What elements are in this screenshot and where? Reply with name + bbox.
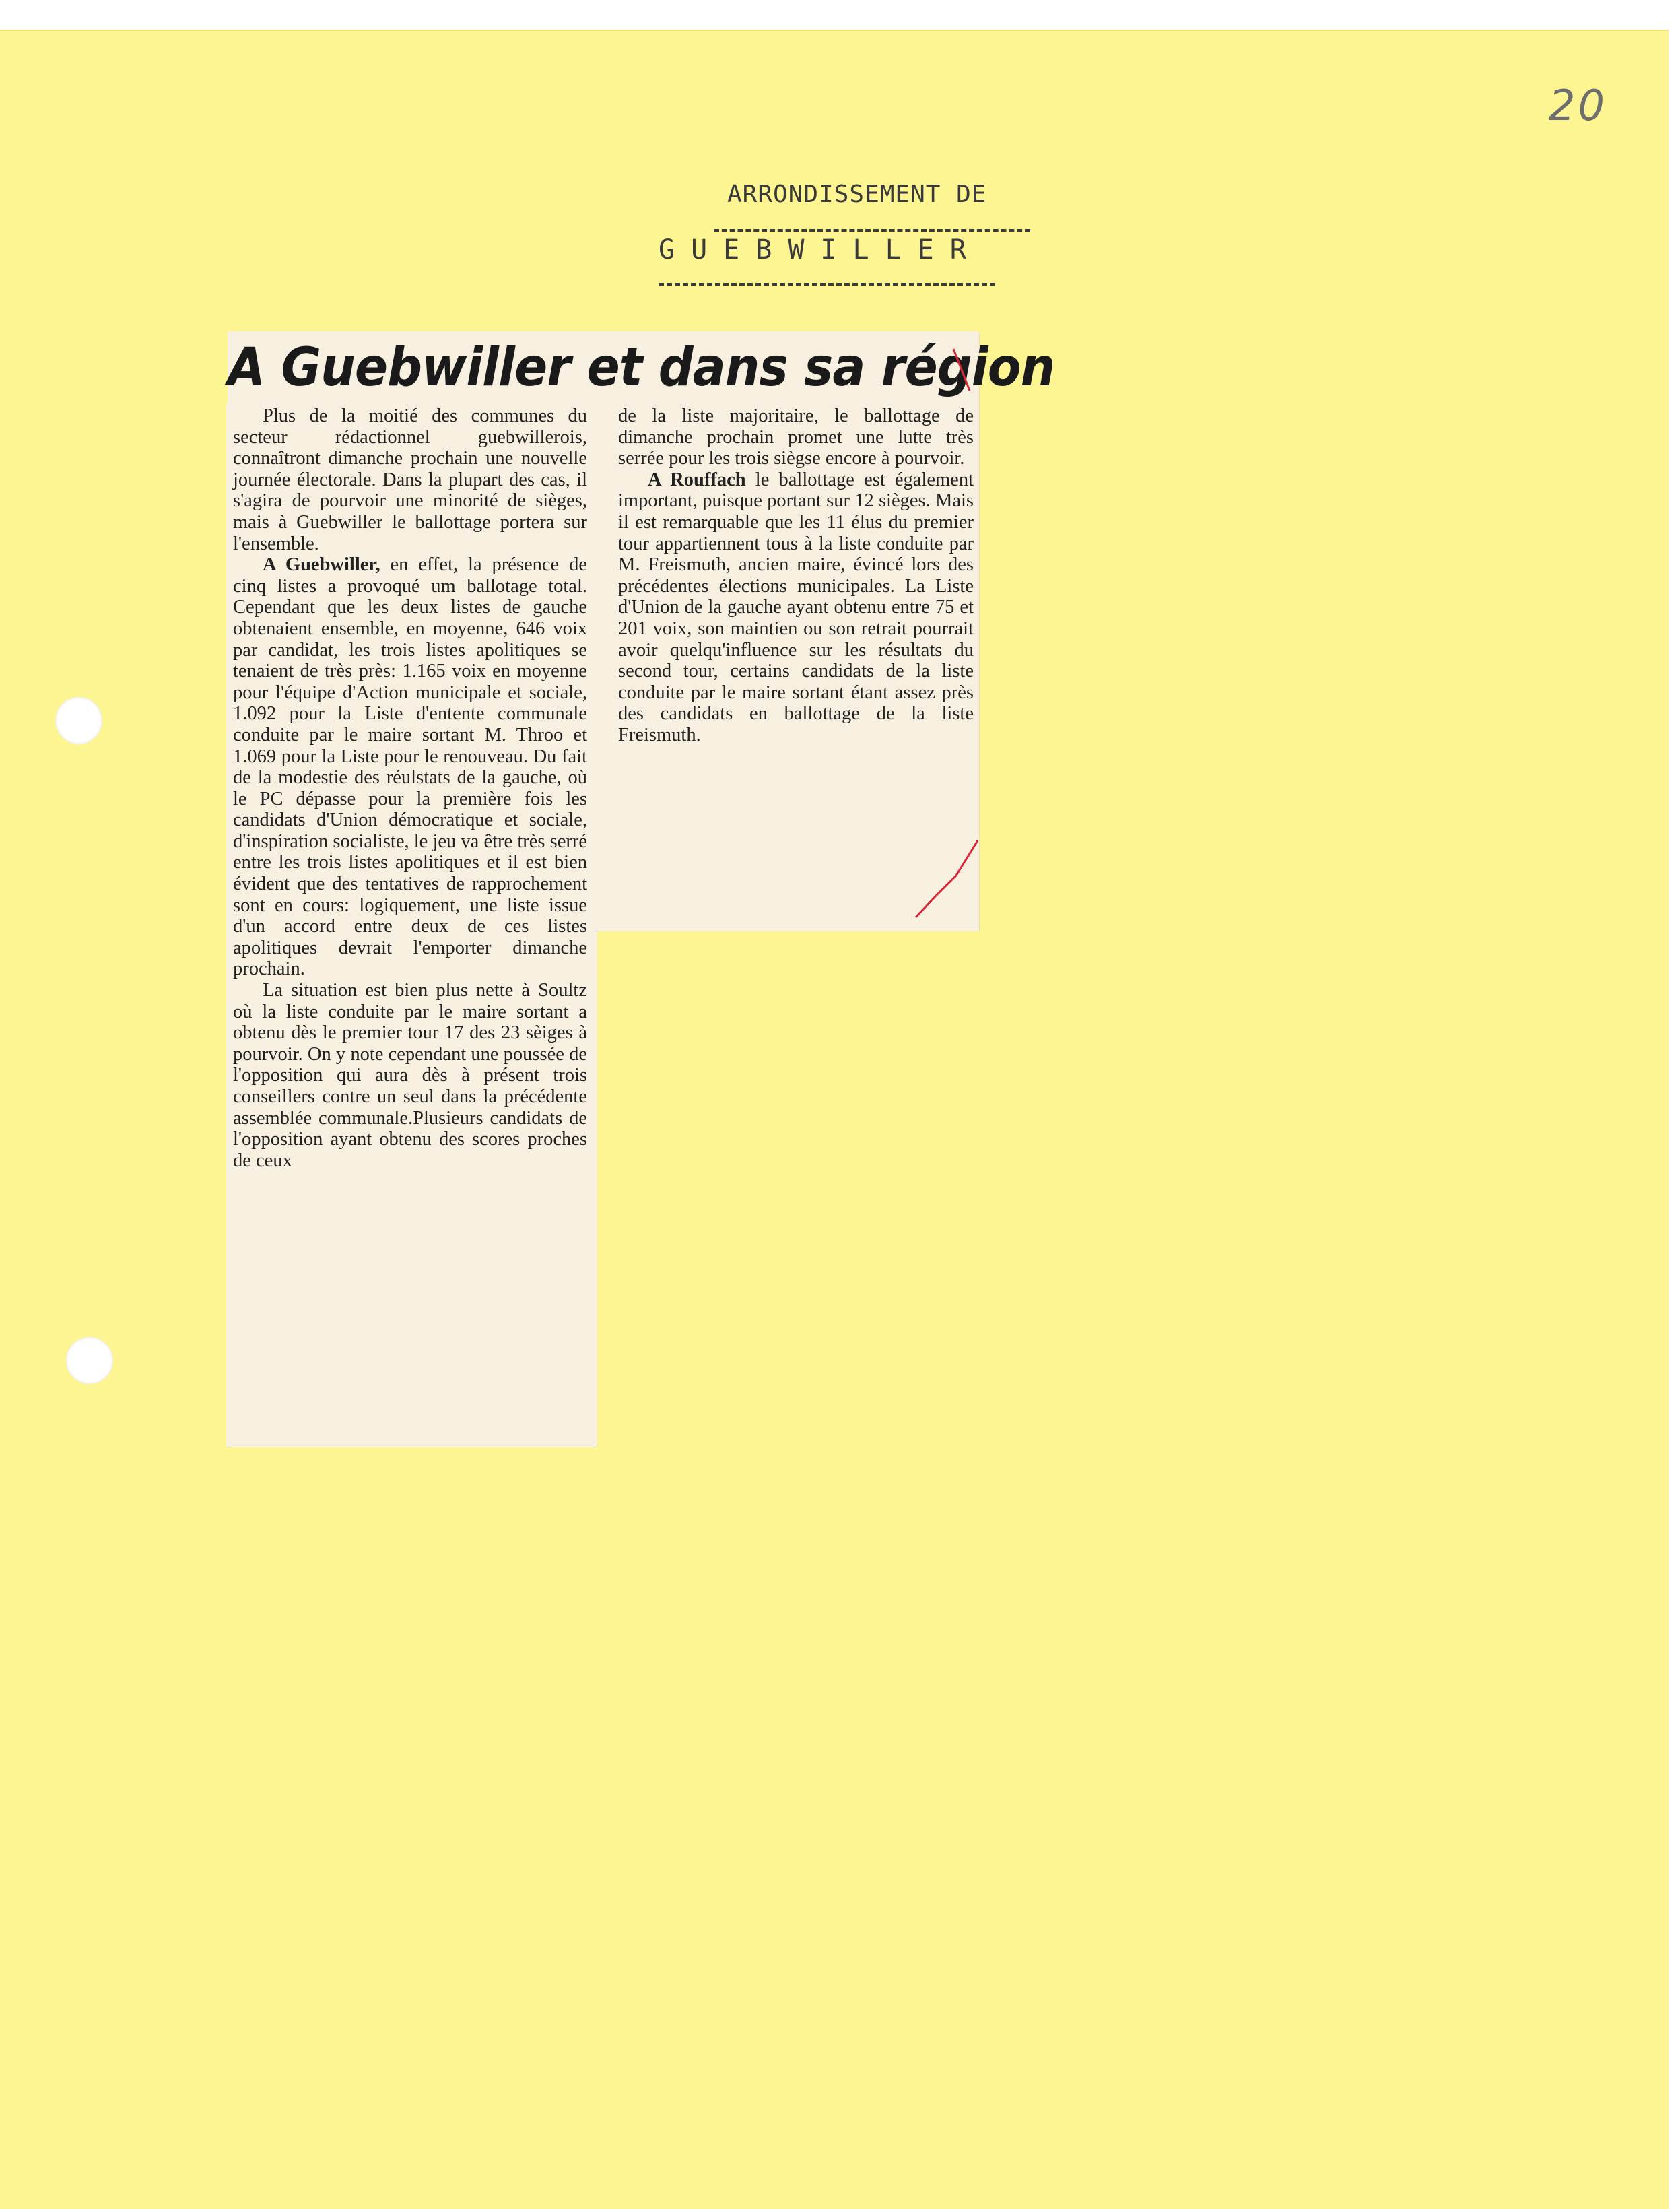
article-left-column	[233, 405, 587, 1171]
punch-hole-top	[55, 697, 102, 744]
paragraph	[233, 554, 587, 980]
header-rule-bottom	[659, 283, 995, 286]
paragraph-text: le ballottage est également important, puisque portant sur 12 sièges. Mais il est remarquable que les 11 élus du premier tour appartiennent tous à la liste conduite par M. Freismuth, ancien maire, évincé lors des précédentes élections municipales. La Liste d'Union de la gauche ayant obtenu entre 75 et 201 voix, son maintien ou son retrait pourrait avoir quelqu'influence sur les résultats du second tour, certains candidats de la liste conduite par le maire sortant étant assez près des candidats en ballottage de la liste Freismuth.	[618, 469, 974, 746]
paragraph	[233, 980, 587, 1171]
header-town: GUEBWILLER	[659, 234, 982, 265]
paragraph	[233, 405, 587, 554]
header-rule-top	[714, 229, 1030, 232]
article-headline: A Guebwiller et dans sa région	[228, 337, 1055, 398]
paragraph-lead: A Guebwiller,	[263, 554, 380, 576]
punch-hole-bottom	[66, 1337, 113, 1384]
page-number: 20	[1549, 81, 1607, 130]
paragraph-text: La situation est bien plus nette à Soultz où la liste conduite par le maire sortant a obtenu dès le premier tour 17 des 23 sèiges à pourvoir. On y note cependant une poussée de l'opposition qui aura dès à présent trois conseillers contre un seul dans la précédente assemblée communale.Plusieurs candidats de l'opposition ayant obtenu des scores proches de ceux	[233, 980, 587, 1171]
paragraph-text: de la liste majoritaire, le ballottage de dimanche prochain promet une lutte très serrée pour les trois siègse encore à pourvoir.	[618, 405, 974, 469]
paragraph-text: en effet, la présence de cinq listes a provoqué um ballotage total. Cependant que les deux listes de gauche obtenaient ensemble, en moyenne, 646 voix par candidat, les trois listes apolitiques se tenaient de très près: 1.165 voix en moyenne pour l'équipe d'Action municipale et sociale, 1.092 pour la Liste d'entente communale conduite par le maire sortant M. Throo et 1.069 pour la Liste pour le renouveau. Du fait de la modestie des réulstats de la gauche, où le PC dépasse pour la première fois les candidats d'Union démocratique et sociale, d'inspiration socialiste, le jeu va être très serré entre les trois listes apolitiques et il est bien évident que des tentatives de rapprochement sont en cours: logiquement, une liste issue d'un accord entre deux de ces listes apolitiques devrait l'emporter dimanche prochain.	[233, 554, 587, 980]
paragraph	[618, 469, 974, 746]
paragraph-text: Plus de la moitié des communes du secteur rédactionnel guebwillerois, connaîtront dimanche prochain une nouvelle journée électorale. Dans la plupart des cas, il s'agira de pourvoir une minorité de sièges, mais à Guebwiller le ballottage portera sur l'ensemble.	[233, 405, 587, 554]
header-arrondissement: ARRONDISSEMENT DE	[727, 180, 987, 208]
article-right-column	[618, 405, 974, 746]
paragraph-lead: A Rouffach	[648, 469, 746, 490]
paragraph	[618, 405, 974, 469]
